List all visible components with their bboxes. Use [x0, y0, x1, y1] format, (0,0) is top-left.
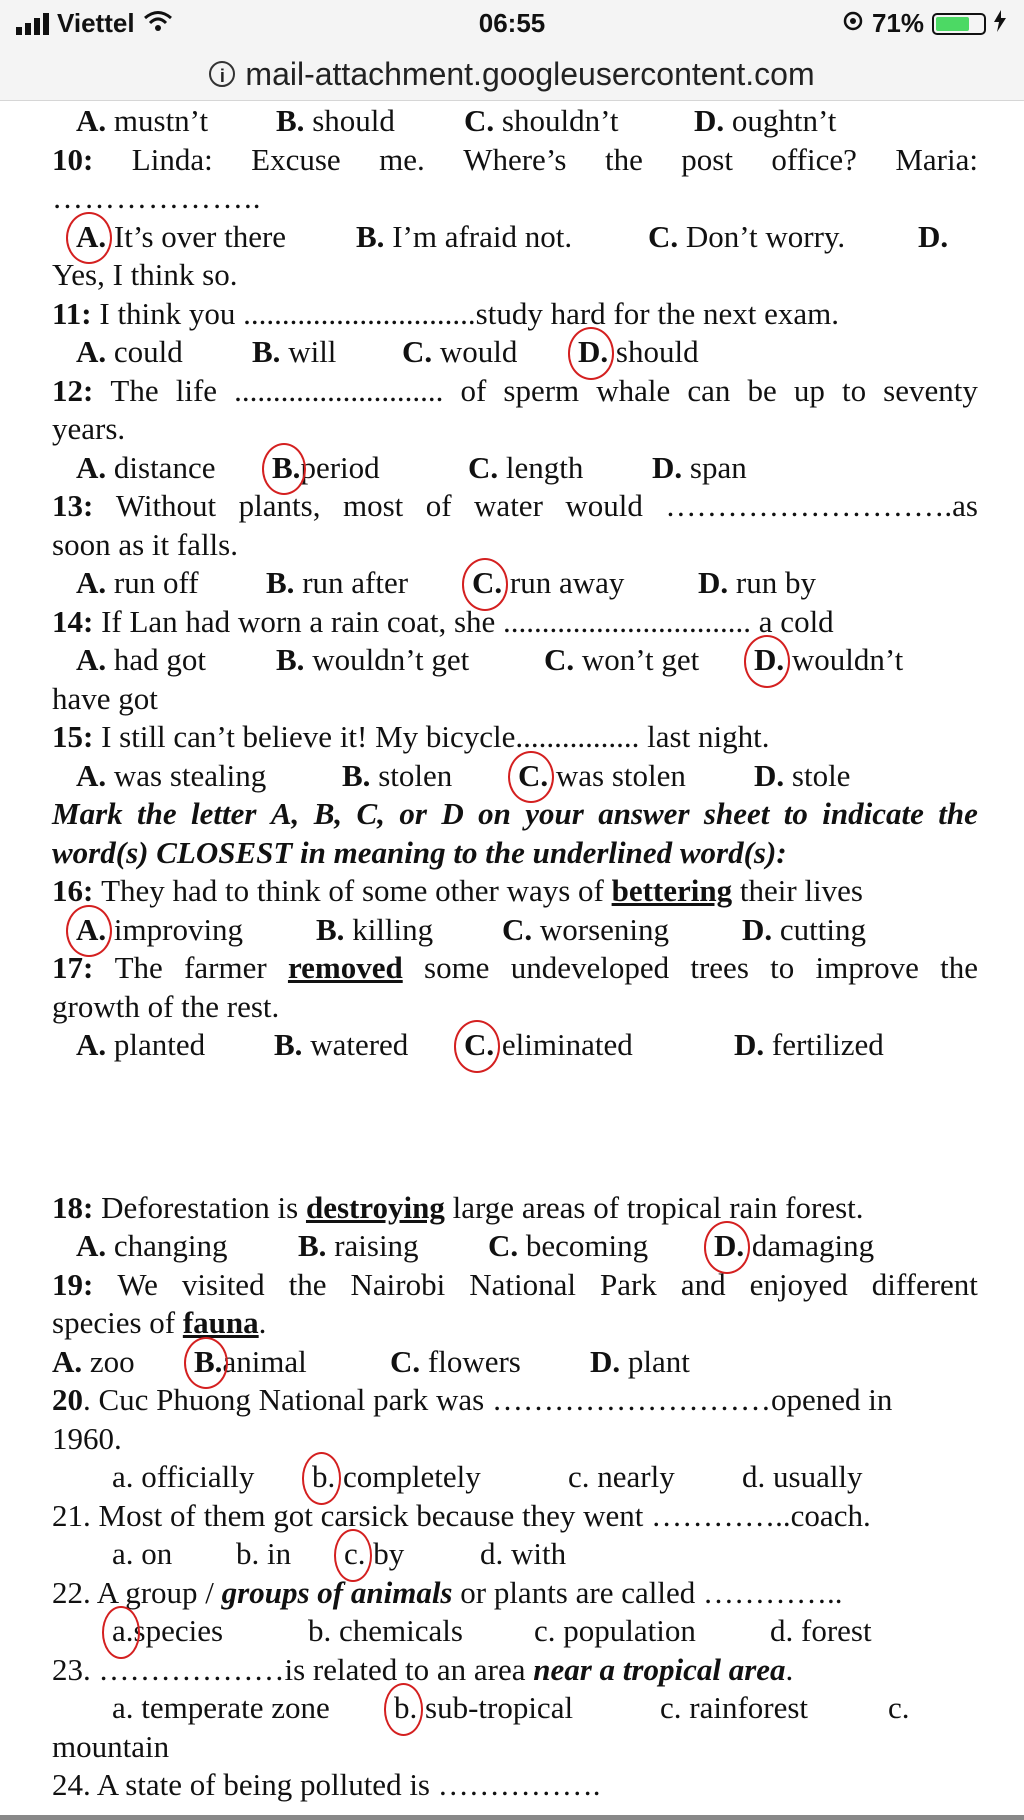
q22-option-b: b. chemicals	[308, 1613, 463, 1648]
q16-option-d: D. cutting	[742, 911, 866, 947]
q16-stem: 16: They had to think of some other ways of bettering their lives	[52, 873, 863, 908]
status-bar	[0, 0, 1024, 48]
q11-option-b: B. will	[252, 334, 337, 369]
q12-option-a: A. distance	[76, 449, 216, 485]
q19-options	[52, 1343, 978, 1382]
q18-options	[52, 1227, 978, 1266]
q15-options	[52, 757, 978, 796]
q20-stem: 20 . Cuc Phuong National park was ………………………opened in	[52, 1382, 893, 1417]
q15-option-b: B. stolen	[342, 757, 453, 793]
q20-option-b: b. completely	[312, 1458, 568, 1497]
q19-option-d: D. plant	[590, 1343, 690, 1379]
q20-option-a: a. officially	[112, 1459, 255, 1494]
q13-options	[52, 564, 978, 603]
q10-stem: 10: Linda: Excuse me. Where’s the post office? Maria:	[52, 141, 978, 177]
q18-option-a: A. changing	[76, 1228, 228, 1263]
q24-stem: 24. A state of being polluted is …………….	[52, 1767, 601, 1802]
q15-stem: 15: I still can’t believe it! My bicycle................ last night.	[52, 719, 770, 754]
page-gap	[52, 1065, 978, 1189]
q16-option-a: A. improving	[76, 911, 316, 950]
answer-circle: B.	[194, 1343, 222, 1382]
q10-option-d-text: Yes, I think so.	[52, 257, 238, 292]
q14-options	[52, 641, 978, 680]
q13-stem-cont: soon as it falls.	[52, 526, 238, 562]
q9-option-d: D. oughtn’t	[694, 103, 837, 138]
answer-circle: c.	[344, 1535, 366, 1574]
address-bar[interactable]	[0, 48, 1024, 101]
q18-option-b: B. raising	[298, 1228, 419, 1263]
q12-stem-cont: years.	[52, 411, 126, 446]
q21-options	[52, 1535, 978, 1574]
answer-circle: D.	[754, 641, 784, 680]
q22-option-a: a.species	[112, 1612, 308, 1651]
answer-circle: D.	[578, 333, 608, 372]
q23-option-a: a. temperate zone	[112, 1690, 330, 1725]
q15-option-d: D. stole	[754, 757, 851, 793]
q23-option-d-text: mountain	[52, 1728, 170, 1764]
carrier-name: Viettel	[57, 8, 135, 38]
q17-option-d: D. fertilized	[734, 1027, 884, 1062]
q19-option-b: B.animal	[194, 1343, 390, 1382]
q12-options	[52, 449, 978, 488]
q10-option-d: D.	[918, 218, 949, 254]
answer-circle: A.	[76, 911, 106, 950]
q20-option-c: c. nearly	[568, 1459, 675, 1494]
q17-stem-cont: growth of the rest.	[52, 988, 280, 1024]
q10-blank: ………………..	[52, 180, 262, 215]
battery-icon	[932, 13, 986, 35]
answer-circle: B.	[272, 449, 300, 488]
answer-circle: C.	[472, 564, 502, 603]
status-right	[842, 8, 1006, 39]
q19-option-c: C. flowers	[390, 1343, 521, 1379]
document-page	[52, 102, 978, 1805]
info-icon[interactable]: i	[209, 61, 235, 87]
q12-stem: 12: The life ........................... of sperm whale can be up to seventy	[52, 372, 978, 408]
q12-option-b: B.period	[272, 449, 468, 488]
q14-option-a: A. had got	[76, 642, 207, 677]
q13-option-c: C. run away	[472, 564, 698, 603]
q20-option-d: d. usually	[742, 1459, 863, 1494]
answer-circle: a.	[112, 1612, 134, 1651]
q14-option-c: C. won’t get	[544, 642, 700, 677]
url-text: mail-attachment.googleusercontent.com	[245, 55, 815, 92]
q17-option-b: B. watered	[274, 1027, 409, 1062]
q12-option-d: D. span	[652, 449, 747, 485]
q23-options	[52, 1689, 978, 1728]
q10-options	[52, 218, 978, 257]
q22-option-c: c. population	[534, 1613, 696, 1648]
q12-option-c: C. length	[468, 449, 584, 485]
q9-option-b: B. should	[276, 103, 395, 138]
section-instruction-cont: word(s) CLOSEST in meaning to the underlined word(s):	[52, 834, 787, 870]
q17-stem: 17: The farmer removed some undeveloped trees to improve the	[52, 950, 978, 985]
q11-options	[52, 333, 978, 372]
orientation-lock-icon	[842, 8, 864, 39]
q18-option-d: D. damaging	[714, 1227, 874, 1266]
q15-option-c: C. was stolen	[518, 757, 754, 796]
q14-option-d-cont: have got	[52, 680, 158, 716]
q17-option-c: C. eliminated	[464, 1026, 734, 1065]
answer-circle: C.	[464, 1026, 494, 1065]
q22-options	[52, 1612, 978, 1651]
battery-percent: 71%	[871, 8, 924, 38]
q14-option-b: B. wouldn’t get	[276, 642, 470, 677]
q23-option-b: b. sub-tropical	[394, 1689, 660, 1728]
q20-options	[52, 1458, 978, 1497]
battery-level	[936, 17, 969, 31]
q22-stem: 22. A group / groups of animals or plants are called …………..	[52, 1574, 843, 1610]
q21-option-a: a. on	[112, 1536, 173, 1571]
q11-option-a: A. could	[76, 334, 183, 369]
q13-option-d: D. run by	[698, 565, 816, 600]
q13-option-b: B. run after	[266, 565, 409, 600]
answer-circle: A.	[76, 218, 106, 257]
answer-circle: C.	[518, 757, 548, 796]
q16-options	[52, 911, 978, 950]
q20-stem-cont: 1960.	[52, 1420, 122, 1456]
q18-option-c: C. becoming	[488, 1228, 649, 1263]
q23-stem: 23. ………………is related to an area near a tropical area .	[52, 1651, 794, 1687]
q9-option-c: C. shouldn’t	[464, 103, 619, 138]
q21-stem: 21. Most of them got carsick because they went …………..coach.	[52, 1497, 871, 1533]
q19-option-a: A. zoo	[52, 1343, 135, 1379]
q23-option-c: c. rainforest	[660, 1690, 809, 1725]
q21-option-c: c. by	[344, 1535, 480, 1574]
q23-option-d: c.	[888, 1690, 910, 1725]
status-time: 06:55	[478, 8, 546, 38]
q17-option-a: A. planted	[76, 1027, 206, 1062]
q13-option-a: A. run off	[76, 565, 199, 600]
q22-option-d: d. forest	[770, 1613, 872, 1648]
q11-option-d: D. should	[578, 333, 699, 372]
q10-option-a: A. It’s over there	[76, 218, 356, 257]
q10-option-c: C. Don’t worry.	[648, 218, 846, 254]
bottom-edge	[0, 1815, 1024, 1820]
q17-options	[52, 1026, 978, 1065]
q10-option-b: B. I’m afraid not.	[356, 218, 573, 254]
q19-stem: 19: We visited the Nairobi National Park and enjoyed different	[52, 1266, 978, 1302]
q9-option-a: A. mustn’t	[76, 103, 209, 138]
q13-stem: 13: Without plants, most of water would ……………………….as	[52, 488, 978, 523]
q11-stem: 11: I think you ..............................study hard for the next exam.	[52, 295, 839, 331]
answer-circle: b.	[394, 1689, 417, 1728]
q11-option-c: C. would	[402, 334, 518, 369]
q18-stem: 18: Deforestation is destroying large areas of tropical rain forest.	[52, 1189, 864, 1225]
q19-stem-cont: species of fauna .	[52, 1305, 267, 1340]
charging-icon	[994, 8, 1006, 39]
q14-option-d: D. wouldn’t	[754, 641, 903, 680]
answer-circle: b.	[312, 1458, 335, 1497]
q16-option-b: B. killing	[316, 911, 434, 947]
section-instruction: Mark the letter A, B, C, or D on your answer sheet to indicate the	[52, 796, 978, 831]
q21-option-d: d. with	[480, 1536, 567, 1571]
q9-options	[52, 102, 978, 141]
q15-option-a: A. was stealing	[76, 757, 267, 793]
answer-circle: D.	[714, 1227, 744, 1266]
q16-option-c: C. worsening	[502, 911, 670, 947]
q14-stem: 14: If Lan had worn a rain coat, she ................................ a cold	[52, 603, 834, 639]
q21-option-b: b. in	[236, 1536, 292, 1571]
